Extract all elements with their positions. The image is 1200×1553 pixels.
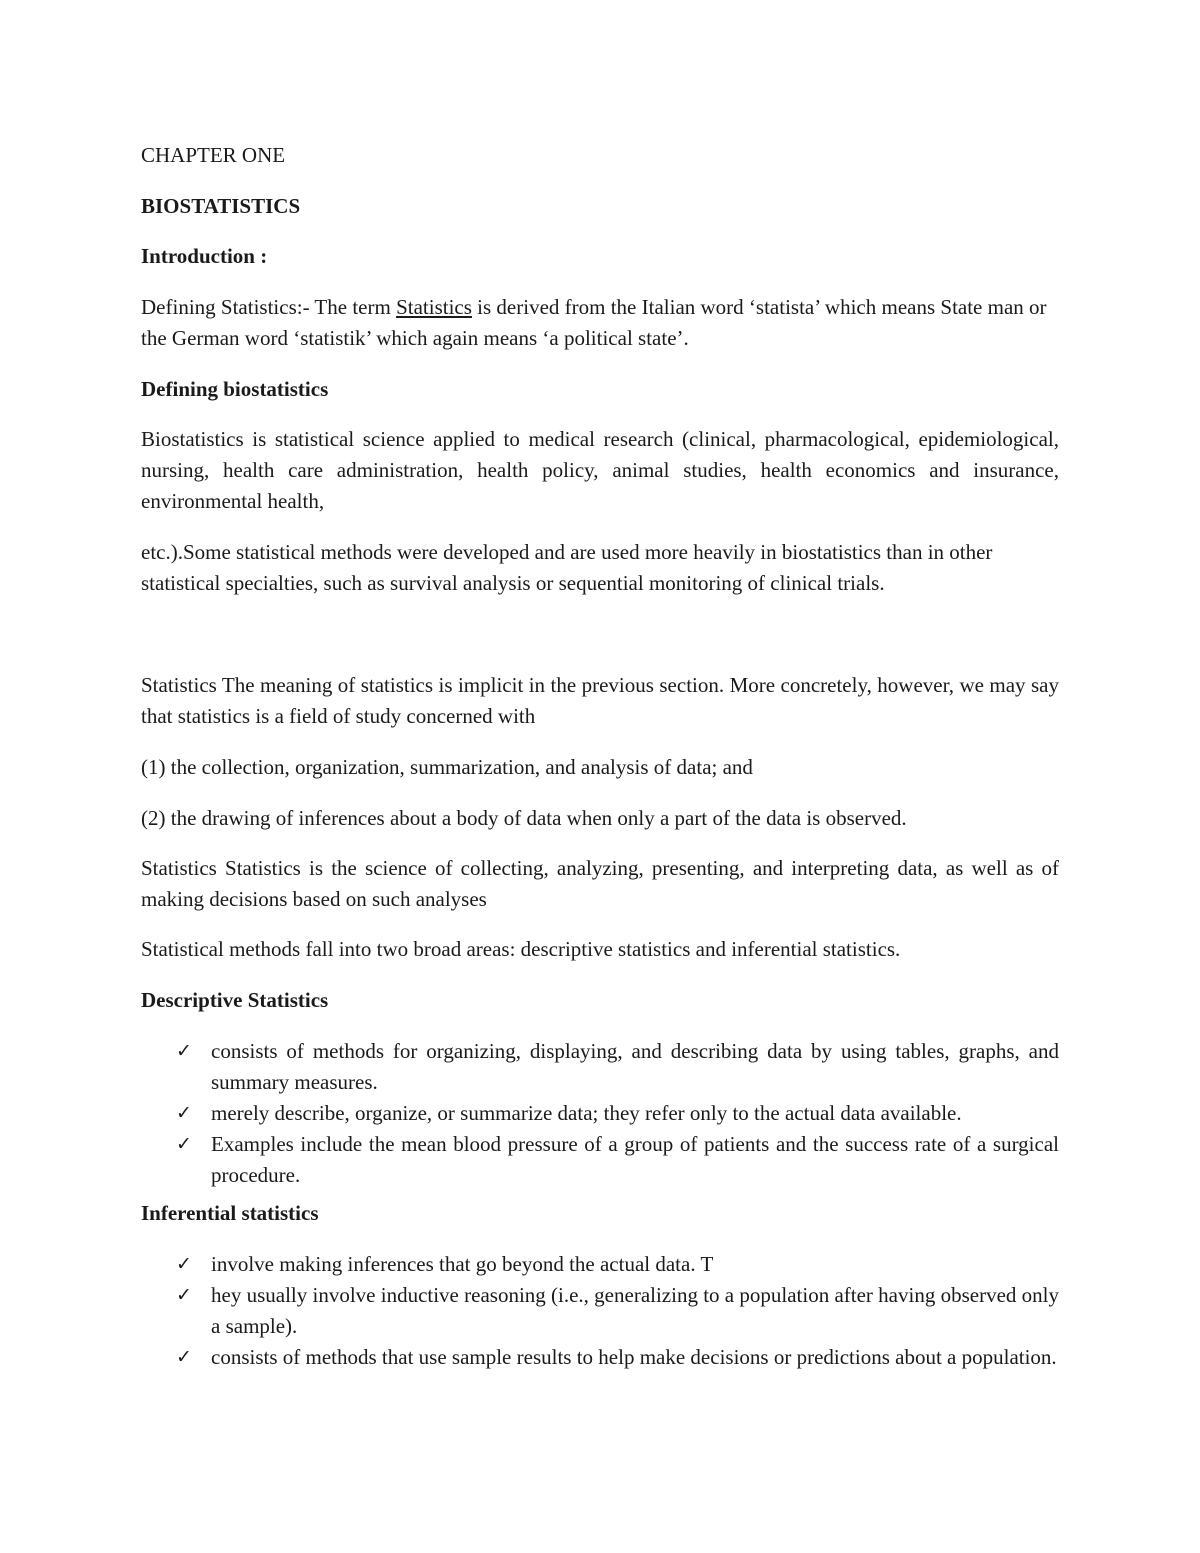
intro-heading: Introduction : bbox=[141, 244, 268, 268]
chapter-label: CHAPTER ONE bbox=[141, 143, 286, 167]
inferential-heading: Inferential statistics bbox=[141, 1201, 319, 1225]
defining-biostatistics-heading: Defining biostatistics bbox=[141, 377, 329, 401]
list-item-text: consists of methods that use sample results to help make decisions or predictions about a population. bbox=[211, 1345, 1057, 1369]
check-icon: ✓ bbox=[176, 1040, 192, 1062]
check-icon: ✓ bbox=[176, 1284, 192, 1306]
list-item bbox=[176, 1342, 1059, 1373]
check-icon: ✓ bbox=[176, 1102, 192, 1124]
descriptive-list bbox=[176, 1036, 1059, 1191]
check-icon: ✓ bbox=[176, 1133, 192, 1155]
biostatistics-paragraph-1: Biostatistics is statistical science applied to medical research (clinical, pharmacological, epidemiological, nursing, health care administration, health policy, animal studies, health economics and insurance, environmental health, bbox=[141, 427, 1059, 513]
list-item bbox=[176, 1280, 1059, 1342]
statistics-science-paragraph: Statistics Statistics is the science of collecting, analyzing, presenting, and interpreting data, as well as of making decisions based on such analyses bbox=[141, 856, 1059, 911]
defining-statistics-rest: is derived from the Italian word ‘statista’ which means State man or the German word ‘statistik’ which again means ‘a political state’. bbox=[141, 295, 1047, 350]
biostatistics-paragraph-2: etc.).Some statistical methods were developed and are used more heavily in biostatistics than in other statistical specialties, such as survival analysis or sequential monitoring of clinical trials. bbox=[141, 540, 993, 595]
list-item-text: consists of methods for organizing, displaying, and describing data by using tables, graphs, and summary measures. bbox=[211, 1039, 1059, 1094]
descriptive-heading: Descriptive Statistics bbox=[141, 988, 329, 1012]
list-item-text: Examples include the mean blood pressure of a group of patients and the success rate of a surgical procedure. bbox=[211, 1132, 1059, 1187]
inferential-list bbox=[176, 1249, 1059, 1373]
concern-point-2: (2) the drawing of inferences about a body of data when only a part of the data is observed. bbox=[141, 806, 907, 830]
check-icon: ✓ bbox=[176, 1253, 192, 1275]
statistics-meaning-paragraph: Statistics The meaning of statistics is implicit in the previous section. More concretely, however, we may say that statistics is a field of study concerned with bbox=[141, 673, 1059, 728]
statistics-term: Statistics bbox=[396, 295, 472, 319]
methods-paragraph: Statistical methods fall into two broad areas: descriptive statistics and inferential statistics. bbox=[141, 937, 901, 961]
list-item bbox=[176, 1098, 1059, 1129]
defining-statistics-paragraph bbox=[141, 292, 1059, 354]
list-item-text: merely describe, organize, or summarize data; they refer only to the actual data available. bbox=[211, 1101, 962, 1125]
document-title: BIOSTATISTICS bbox=[141, 194, 301, 218]
list-item-text: involve making inferences that go beyond the actual data. T bbox=[211, 1252, 714, 1276]
defining-statistics-lead: Defining Statistics:- The term bbox=[141, 295, 397, 319]
concern-point-1: (1) the collection, organization, summarization, and analysis of data; and bbox=[141, 755, 753, 779]
list-item bbox=[176, 1129, 1059, 1191]
list-item-text: hey usually involve inductive reasoning (i.e., generalizing to a population after having observed only a sample). bbox=[211, 1283, 1059, 1338]
list-item bbox=[176, 1036, 1059, 1098]
check-icon: ✓ bbox=[176, 1346, 192, 1368]
list-item bbox=[176, 1249, 1059, 1280]
